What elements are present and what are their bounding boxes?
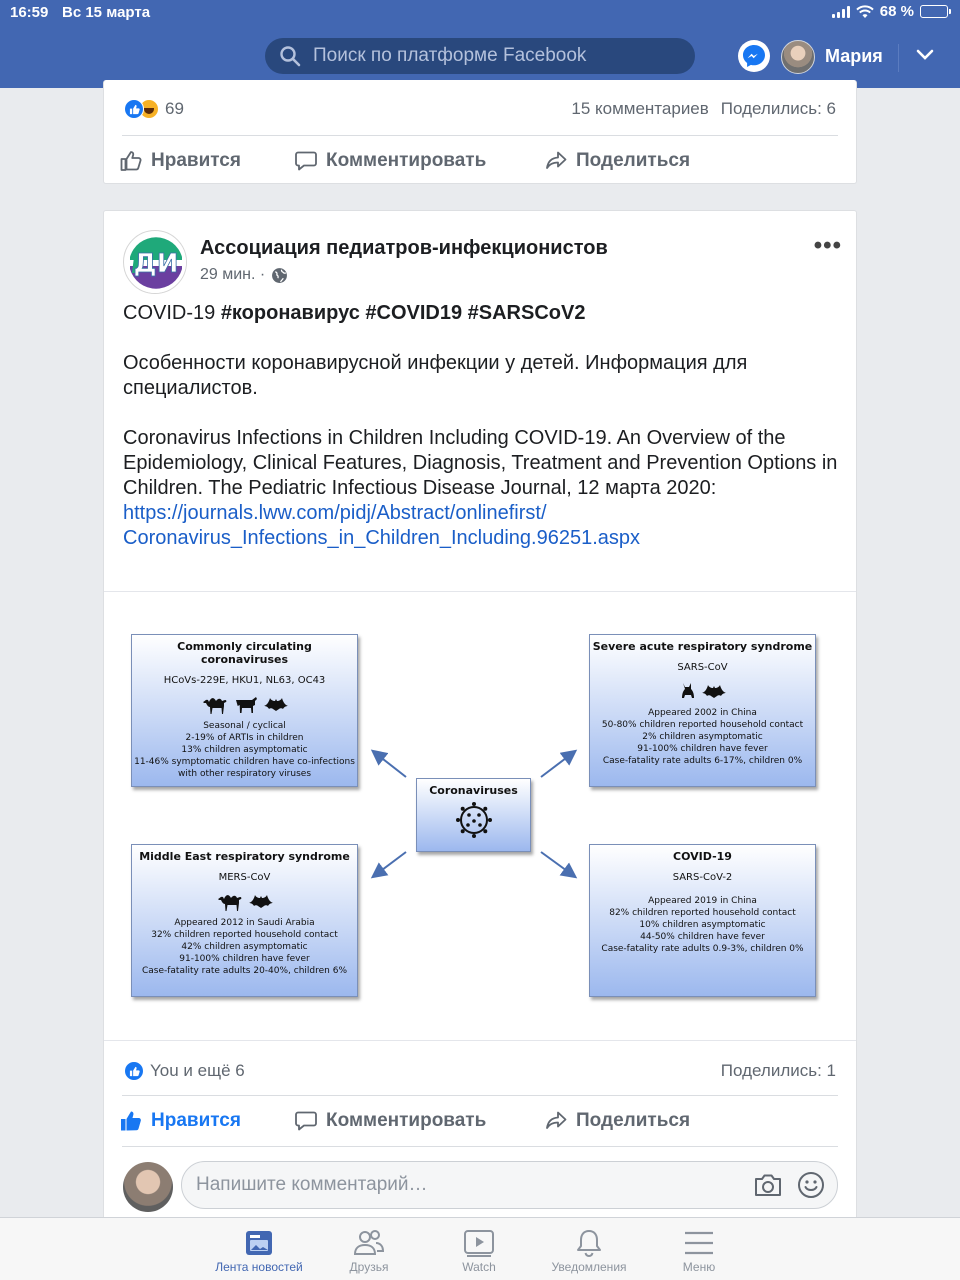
tab-friends[interactable] — [314, 1226, 424, 1274]
share-button[interactable] — [544, 149, 690, 173]
tab-news-feed[interactable] — [204, 1226, 314, 1274]
sars-line-4: 91-100% children have fever — [637, 744, 768, 754]
emoji-icon[interactable] — [797, 1171, 825, 1199]
covid-line-4: 44-50% children have fever — [640, 932, 765, 942]
reaction-icons[interactable] — [124, 1061, 144, 1081]
sars-line-5: Case-fatality rate adults 6-17%, children 0% — [602, 756, 803, 766]
previous-post-card — [103, 80, 857, 184]
menu-icon — [684, 1230, 714, 1256]
like-label: Нравится — [151, 150, 241, 171]
thumbs-up-icon — [119, 149, 143, 173]
like-label: Нравится — [151, 1110, 241, 1131]
header-divider — [898, 44, 899, 72]
post-card — [103, 210, 857, 1230]
share-label: Поделиться — [576, 150, 691, 171]
post-shares-count[interactable]: Поделились: 1 — [720, 1061, 836, 1080]
comment-tools — [753, 1171, 837, 1199]
chevron-down-icon[interactable] — [915, 48, 935, 62]
mers-title: Middle East respiratory syndrome — [139, 850, 350, 863]
battery-percent: 68 % — [879, 3, 914, 20]
user-avatar[interactable] — [781, 40, 815, 74]
hcov-line-3: 13% children asymptomatic — [181, 745, 308, 755]
hcov-line-1: Seasonal / cyclical — [203, 721, 286, 731]
share-icon — [544, 149, 568, 173]
reactions-count[interactable]: 69 — [165, 99, 184, 118]
messenger-icon[interactable] — [738, 40, 770, 72]
post-reactions-row — [124, 1059, 836, 1083]
comment-button[interactable] — [294, 149, 544, 173]
hcov-line-2: 2-19% of ARTIs in children — [185, 733, 304, 743]
friends-icon — [353, 1228, 385, 1258]
status-bar — [0, 0, 960, 26]
wifi-icon — [856, 5, 874, 19]
mers-line-2: 32% children reported household contact — [151, 930, 338, 940]
covid-line-5: Case-fatality rate adults 0.9-3%, children 0% — [601, 944, 804, 954]
covid-line-3: 10% children asymptomatic — [639, 920, 766, 930]
tab-news-feed-label: Лента новостей — [215, 1260, 303, 1274]
mers-subtitle: MERS-CoV — [218, 872, 271, 883]
like-button[interactable] — [119, 1109, 294, 1133]
top-bar — [0, 0, 960, 88]
camera-icon[interactable] — [753, 1171, 783, 1199]
commenter-avatar[interactable] — [123, 1162, 173, 1212]
watch-icon — [463, 1228, 495, 1258]
tab-watch[interactable] — [424, 1226, 534, 1274]
svg-text:ДИ: ДИ — [133, 249, 179, 279]
thumbs-up-filled-icon — [119, 1109, 143, 1133]
divider — [122, 135, 838, 136]
post-time[interactable]: 29 мин. · — [200, 266, 266, 283]
reaction-icons[interactable] — [124, 99, 159, 119]
article-link-line-1: https://journals.lww.com/pidj/Abstract/onlinefirst/ — [123, 502, 547, 524]
mers-line-3: 42% children asymptomatic — [181, 942, 308, 952]
post-actions — [119, 141, 841, 181]
comment-button[interactable] — [294, 1109, 544, 1133]
mers-line-5: Case-fatality rate adults 20-40%, children 6% — [141, 966, 348, 976]
more-options-icon[interactable]: ••• — [813, 232, 842, 259]
sars-line-1: Appeared 2002 in China — [648, 708, 757, 718]
covid-subtitle: SARS-CoV-2 — [672, 872, 733, 883]
search-input[interactable] — [313, 45, 673, 67]
search-bar[interactable] — [265, 38, 695, 74]
mers-line-1: Appeared 2012 in Saudi Arabia — [174, 918, 315, 928]
hcov-subtitle: HCoVs-229E, HKU1, NL63, OC43 — [163, 675, 326, 686]
covid-line-1: Appeared 2019 in China — [648, 896, 757, 906]
post-time-row — [200, 266, 288, 284]
comment-icon — [294, 1109, 318, 1133]
covid-title: COVID-19 — [673, 850, 732, 863]
hcov-title: Commonly circulating coronaviruses — [177, 640, 312, 666]
comments-count[interactable]: 15 комментариев — [571, 99, 709, 118]
globe-icon — [271, 267, 288, 284]
sars-line-3: 2% children asymptomatic — [642, 732, 763, 742]
post-text — [123, 301, 843, 551]
search-icon — [279, 45, 301, 67]
signal-icon — [832, 6, 850, 18]
comment-label: Комментировать — [326, 1110, 487, 1131]
like-reaction-icon — [124, 1061, 144, 1081]
covid-line-2: 82% children reported household contact — [609, 908, 796, 918]
comment-label: Комментировать — [326, 150, 487, 171]
comment-input[interactable] — [196, 1174, 753, 1196]
reactions-text[interactable]: You и ещё 6 — [150, 1061, 245, 1080]
center-title: Coronaviruses — [429, 784, 518, 797]
sars-title: Severe acute respiratory syndrome — [592, 640, 813, 653]
post-paragraph-1: Особенности коронавирусной инфекции у детей. Информация для специалистов. — [123, 352, 748, 399]
post-image[interactable] — [104, 591, 856, 1041]
page-avatar[interactable] — [123, 230, 187, 294]
sars-line-2: 50-80% children reported household contact — [601, 720, 804, 730]
share-button[interactable] — [544, 1109, 690, 1133]
post-tags-line — [123, 301, 843, 326]
battery-icon — [920, 5, 948, 18]
hcov-line-4: 11-46% symptomatic children have co-infections — [134, 757, 355, 767]
divider — [122, 1095, 838, 1096]
tab-menu-label: Меню — [682, 1260, 716, 1274]
article-link[interactable] — [123, 502, 640, 549]
bottom-navigation — [0, 1217, 960, 1280]
share-label: Поделиться — [576, 1110, 691, 1131]
post-author[interactable]: Ассоциация педиатров-инфекционистов — [200, 237, 608, 259]
mers-line-4: 91-100% children have fever — [179, 954, 310, 964]
status-right — [832, 3, 948, 20]
share-icon — [544, 1109, 568, 1133]
comment-icon — [294, 149, 318, 173]
page-logo-icon — [124, 231, 187, 294]
status-date: Вс 15 марта — [62, 4, 151, 21]
news-feed-icon — [244, 1228, 274, 1258]
sars-subtitle: SARS-CoV — [677, 662, 728, 673]
post-hashtags[interactable]: #коронавирус #COVID19 #SARSCoV2 — [220, 302, 586, 324]
shares-count[interactable]: Поделились: 6 — [720, 99, 836, 118]
divider — [122, 1146, 838, 1147]
hcov-line-5: with other respiratory viruses — [177, 769, 312, 779]
tab-menu[interactable] — [644, 1226, 754, 1274]
like-reaction-icon — [124, 99, 144, 119]
post-paragraph-2: Coronavirus Infections in Children Including COVID-19. An Overview of the Epidemiology, Clinical Features, Diagnosis, Treatment and Prevention Options in Children. The Pediatric Infectious Disease Journal, 12 марта 2020: — [123, 427, 838, 499]
post-actions — [119, 1101, 841, 1141]
diagram-arrows — [104, 592, 856, 1042]
tab-notifications-label: Уведомления — [551, 1260, 627, 1274]
comment-composer[interactable] — [181, 1161, 838, 1209]
like-button[interactable] — [119, 149, 294, 173]
post-tag-prefix: COVID-19 — [123, 302, 221, 324]
article-link-line-2: Coronavirus_Infections_in_Children_Including.96251.aspx — [123, 527, 641, 549]
tab-notifications[interactable] — [534, 1226, 644, 1274]
user-name[interactable]: Мария — [825, 46, 883, 66]
bell-icon — [575, 1228, 603, 1258]
reactions-row — [124, 97, 836, 121]
tab-watch-label: Watch — [462, 1260, 496, 1274]
tab-friends-label: Друзья — [349, 1260, 389, 1274]
status-time: 16:59 — [10, 4, 49, 21]
